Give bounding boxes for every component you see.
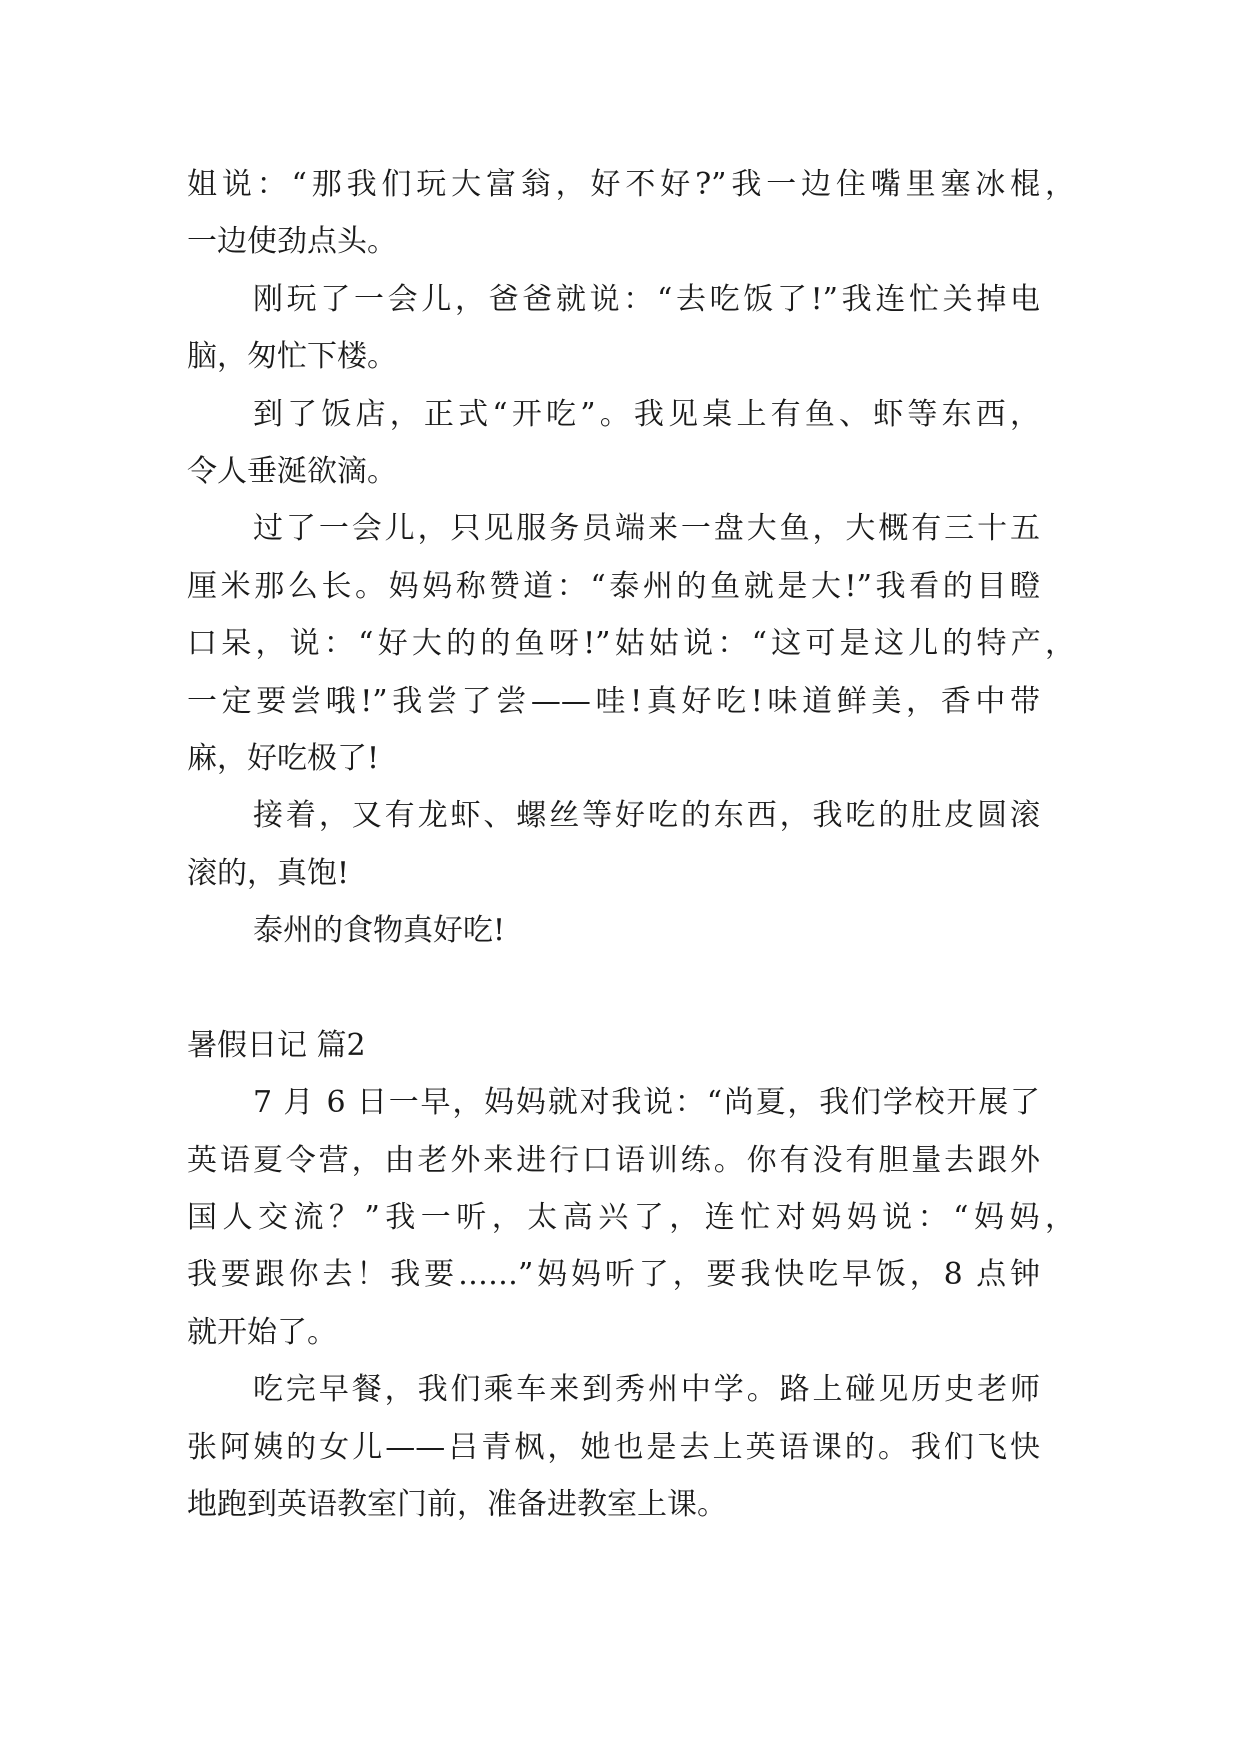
paragraph-line: 就开始了。 (187, 1314, 337, 1350)
paragraph-line: 刚玩了一会儿，爸爸就说：“去吃饭了!”我连忙关掉电 (253, 281, 1040, 317)
paragraph-line: 姐说：“那我们玩大富翁，好不好?”我一边住嘴里塞冰棍， (187, 167, 1075, 202)
paragraph (187, 787, 1087, 902)
paragraph-line: 国人交流？”我一听，太高兴了，连忙对妈妈说：“妈妈， (187, 1200, 1075, 1236)
paragraph (187, 1361, 1087, 1533)
paragraph-line: 英语夏令营，由老外来进行口语训练。你有没有胆量去跟外 (187, 1142, 1040, 1178)
paragraph (187, 156, 1087, 271)
paragraph-line: 7 月 6 日一早，妈妈就对我说：“尚夏，我们学校开展了 (253, 1085, 1040, 1121)
paragraph-line: 一定要尝哦!”我尝了尝——哇!真好吃!味道鲜美，香中带 (187, 683, 1040, 719)
paragraph (187, 500, 1087, 787)
paragraph-line: 口呆，说：“好大的的鱼呀!”姑姑说：“这可是这儿的特产， (187, 626, 1075, 662)
paragraph-line: 一边使劲点头。 (187, 224, 397, 260)
paragraph-line: 我要跟你去！我要……”妈妈听了，要我快吃早饭，8 点钟 (187, 1257, 1040, 1293)
paragraph (187, 386, 1087, 501)
paragraph-line: 麻，好吃极了! (187, 740, 380, 776)
paragraph-line: 脑，匆忙下楼。 (187, 339, 397, 375)
paragraph-line: 令人垂涎欲滴。 (187, 453, 397, 489)
paragraph-line: 过了一会儿，只见服务员端来一盘大鱼，大概有三十五 (253, 511, 1040, 547)
paragraph-line: 泰州的食物真好吃! (253, 913, 506, 949)
blank-line (187, 959, 1087, 1016)
paragraph-line: 滚的，真饱! (187, 855, 350, 891)
paragraph-line: 接着，又有龙虾、螺丝等好吃的东西，我吃的肚皮圆滚 (253, 798, 1040, 834)
section-heading: 暑假日记 篇2 (187, 1027, 366, 1063)
paragraph (187, 271, 1087, 386)
paragraph-line: 厘米那么长。妈妈称赞道：“泰州的鱼就是大!”我看的目瞪 (187, 568, 1040, 604)
paragraph-line: 到了饭店，正式“开吃”。我见桌上有鱼、虾等东西， (253, 396, 1040, 432)
paragraph (187, 902, 1087, 959)
paragraph-line: 吃完早餐，我们乘车来到秀州中学。路上碰见历史老师 (253, 1372, 1040, 1408)
paragraph (187, 1074, 1087, 1361)
document-body (187, 156, 1087, 1533)
paragraph-line: 张阿姨的女儿——吕青枫，她也是去上英语课的。我们飞快 (187, 1429, 1040, 1465)
paragraph-line: 地跑到英语教室门前，准备进教室上课。 (187, 1486, 727, 1522)
